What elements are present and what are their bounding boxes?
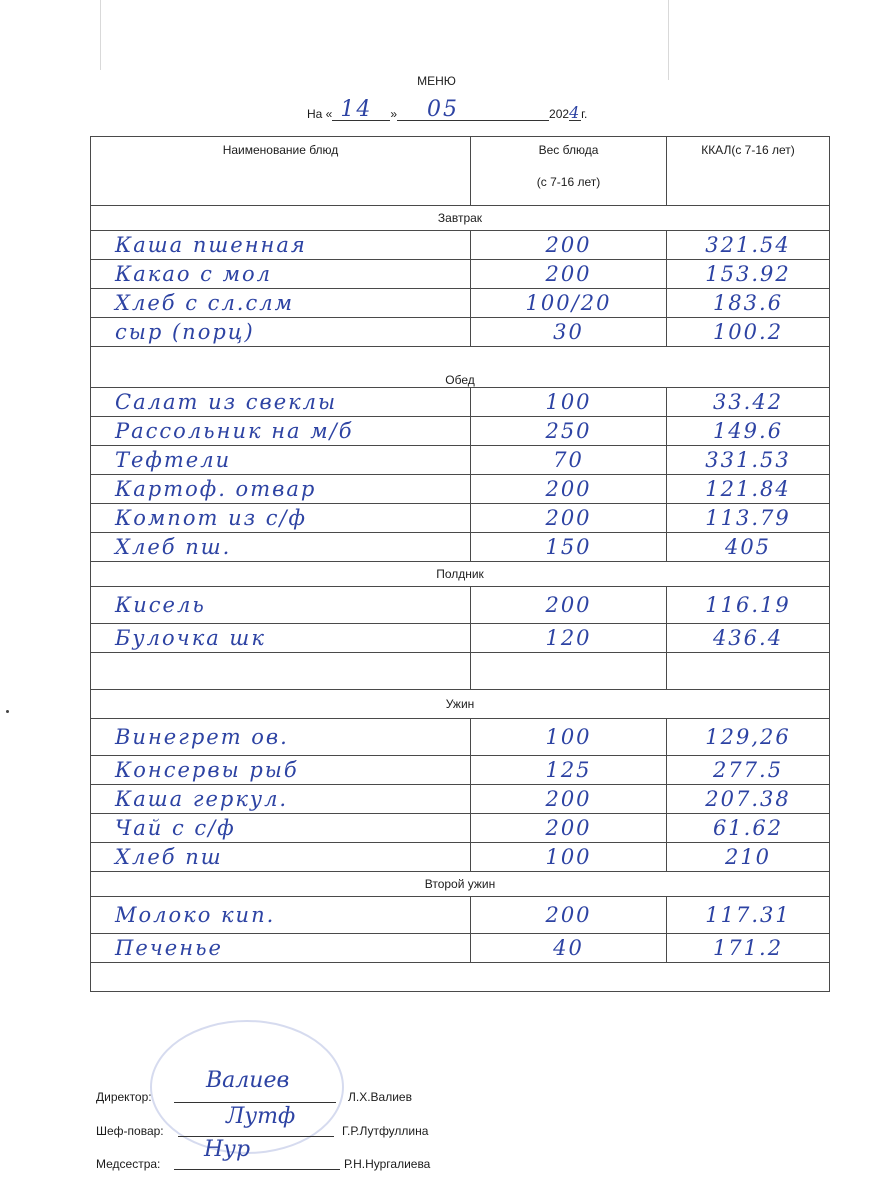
table-row [91,260,830,289]
dish-weight: 100 [545,725,592,749]
dish-weight: 100 [545,845,592,869]
dish-name: Кисель [115,593,206,617]
dish-name: Каша пшенная [115,233,307,257]
signature-line [174,1102,336,1103]
dish-name: Печенье [115,936,223,960]
signature-person: Л.Х.Валиев [348,1090,412,1104]
table-row-empty [91,653,830,690]
dish-name: Консервы рыб [115,758,299,782]
table-row [91,814,830,843]
dish-name: Каша геркул. [115,787,289,811]
dish-kcal: 171.2 [712,936,784,960]
table-row [91,318,830,347]
dish-weight: 125 [545,758,592,782]
dish-name: Винегрет ов. [115,725,289,749]
dish-weight: 200 [545,903,592,927]
section-row [91,347,830,388]
column-header-name: Наименование блюд [91,137,471,206]
table-row [91,417,830,446]
dish-kcal: 116.19 [705,593,791,617]
dish-weight: 100/20 [525,291,612,315]
dish-name: Картоф. отвар [115,477,317,501]
dish-name: Компот из с/ф [115,506,307,530]
dish-name: Какао с мол [115,262,273,286]
table-row [91,843,830,872]
signature-nurse [96,1137,431,1171]
dish-weight: 150 [545,535,592,559]
menu-date [307,97,588,122]
dish-weight: 120 [545,626,592,650]
dish-kcal: 100.2 [712,320,784,344]
weight-header-line2: (с 7-16 лет) [536,175,601,189]
table-row [91,504,830,533]
dish-name: Булочка шк [115,626,266,650]
scan-edge-left [100,0,101,70]
section-row [91,562,830,587]
dish-kcal: 436.4 [712,626,784,650]
table-row [91,785,830,814]
section-row [91,206,830,231]
table-row [91,231,830,260]
signature-mark: Лутф [226,1104,296,1129]
section-title: Ужин [91,690,830,719]
table-header-row [91,137,830,206]
dish-name: Тефтели [115,448,232,472]
year-suffix: г. [581,107,588,121]
date-quote: » [390,107,398,121]
signature-role: Шеф-повар: [96,1124,164,1138]
dish-kcal: 207.38 [705,787,791,811]
year-field [569,103,582,122]
dish-kcal: 129,26 [705,725,791,749]
signature-person: Р.Н.Нургалиева [344,1157,431,1171]
table-row [91,475,830,504]
section-title: Второй ужин [91,872,830,897]
dish-name: Чай с с/ф [115,816,236,840]
signature-line [174,1169,340,1170]
table-row [91,587,830,624]
table-row [91,756,830,785]
day-field [332,97,390,122]
dish-name: Салат из свеклы [115,390,338,414]
dish-kcal: 121.84 [705,477,791,501]
year-prefix: 202 [549,107,570,121]
dish-weight: 200 [545,233,592,257]
section-title: Завтрак [91,206,830,231]
column-header-weight [471,137,667,206]
section-title: Обед [91,347,830,388]
signature-director [96,1068,412,1104]
dish-kcal: 33.42 [712,390,784,414]
dish-weight: 40 [553,936,584,960]
month-field [397,97,549,122]
table-row [91,289,830,318]
table-row [91,446,830,475]
dish-name: Хлеб с сл.слм [115,291,295,315]
weight-header-line1: Вес блюда [538,143,599,157]
dish-kcal: 149.6 [712,419,784,443]
document-title: МЕНЮ [417,74,456,88]
dish-kcal: 405 [724,535,772,559]
table-row-empty [91,963,830,992]
scan-speck [6,710,9,713]
signature-mark: Нур [204,1137,251,1162]
dish-weight: 200 [545,477,592,501]
signature-chef [96,1104,429,1138]
dish-name: Хлеб пш. [115,535,232,559]
dish-name: Молоко кип. [115,903,276,927]
dish-kcal: 331.53 [705,448,791,472]
signature-role: Директор: [96,1090,152,1104]
dish-weight: 200 [545,816,592,840]
dish-kcal: 113.79 [705,506,791,530]
section-row [91,872,830,897]
dish-weight: 200 [545,787,592,811]
table-row [91,624,830,653]
signature-person: Г.Р.Лутфуллина [342,1124,429,1138]
section-row [91,690,830,719]
column-header-kcal: ККАЛ(с 7-16 лет) [667,137,830,206]
dish-kcal: 153.92 [705,262,791,286]
table-row [91,533,830,562]
dish-weight: 70 [553,448,584,472]
dish-kcal: 321.54 [705,233,791,257]
dish-weight: 100 [545,390,592,414]
dish-weight: 200 [545,593,592,617]
dish-name: Рассольник на м/б [115,419,354,443]
signature-role: Медсестра: [96,1157,161,1171]
month-value: 05 [427,97,460,122]
dish-kcal: 277.5 [712,758,784,782]
date-prefix: На « [307,107,333,121]
dish-weight: 250 [545,419,592,443]
dish-weight: 30 [553,320,584,344]
scan-edge-right [668,0,669,80]
day-value: 14 [340,97,373,122]
signature-line [178,1136,334,1137]
table-row [91,388,830,417]
dish-weight: 200 [545,506,592,530]
year-digit: 4 [569,103,582,122]
signature-mark: Валиев [206,1068,290,1093]
table-row [91,934,830,963]
dish-kcal: 117.31 [705,903,791,927]
menu-table [90,136,830,992]
table-row [91,897,830,934]
table-row [91,719,830,756]
dish-kcal: 210 [724,845,772,869]
dish-name: Хлеб пш [115,845,223,869]
dish-weight: 200 [545,262,592,286]
dish-kcal: 183.6 [712,291,784,315]
section-title: Полдник [91,562,830,587]
dish-name: сыр (порц) [115,320,255,344]
dish-kcal: 61.62 [712,816,784,840]
